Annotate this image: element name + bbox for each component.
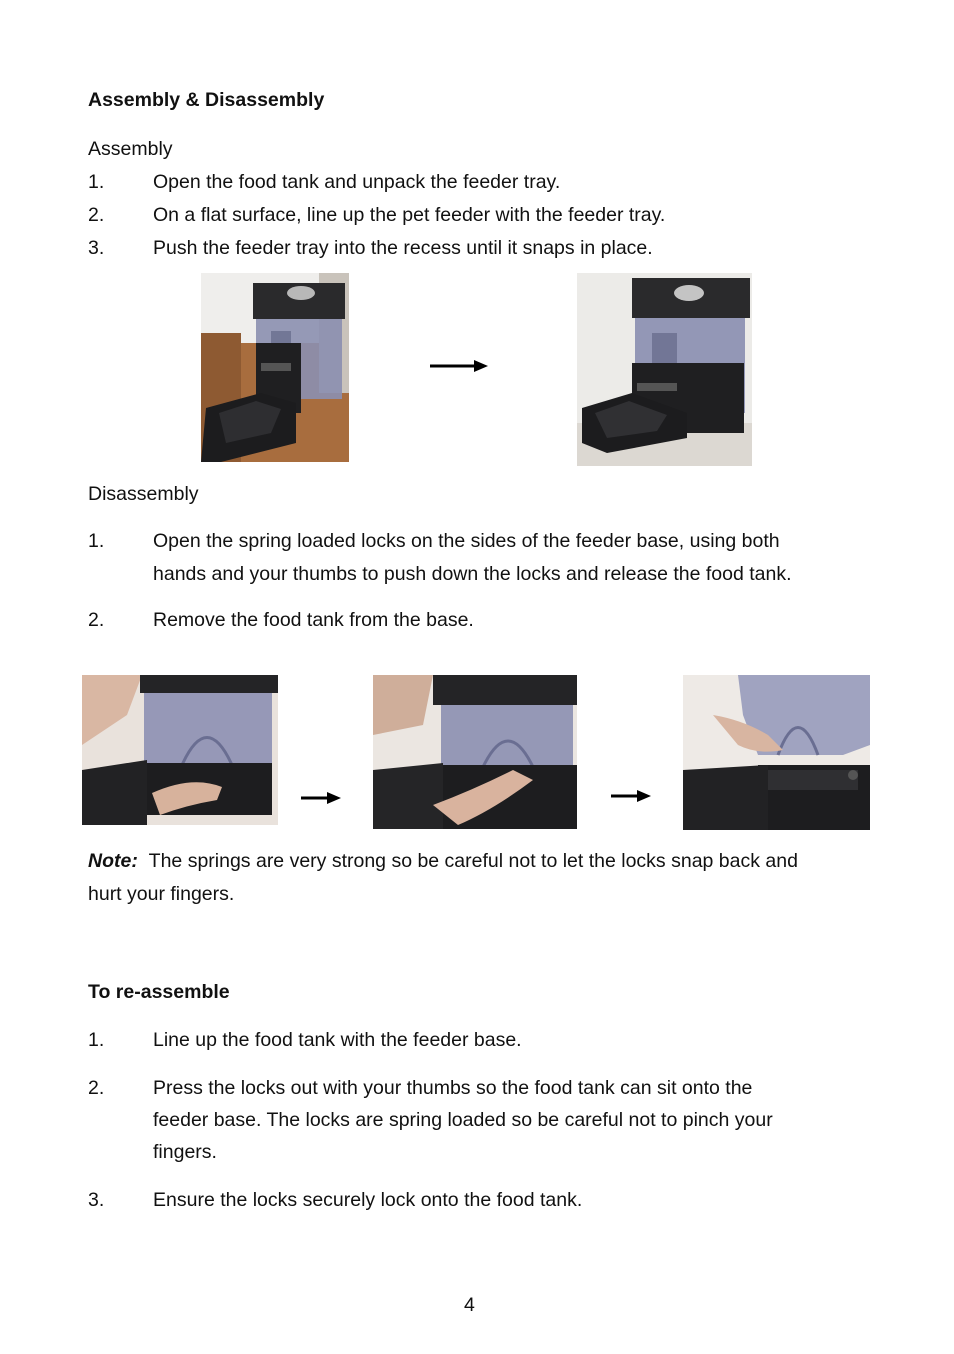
disassembly-step-2-number: 2. — [88, 609, 105, 631]
page-number: 4 — [464, 1294, 475, 1316]
arrow-right-icon — [301, 788, 341, 811]
arrow-right-icon — [430, 356, 488, 379]
reassemble-step-2-line2: feeder base. The locks are spring loaded so be careful not to pinch your — [153, 1109, 773, 1131]
note-line2: hurt your fingers. — [88, 883, 235, 905]
section-title: Assembly & Disassembly — [88, 89, 325, 111]
assembly-step-3-text: Push the feeder tray into the recess until it snaps in place. — [153, 237, 653, 259]
assembly-title: Assembly — [88, 138, 173, 160]
disassembly-step-1-line1: Open the spring loaded locks on the sides of the feeder base, using both — [153, 530, 780, 552]
disassembly-title: Disassembly — [88, 483, 199, 505]
assembly-step-3-number: 3. — [88, 237, 105, 259]
assembly-step-1-number: 1. — [88, 171, 105, 193]
reassemble-step-2-number: 2. — [88, 1077, 105, 1099]
reassemble-step-2-line1: Press the locks out with your thumbs so the food tank can sit onto the — [153, 1077, 753, 1099]
assembly-step-2-number: 2. — [88, 204, 105, 226]
note-label: Note: — [88, 850, 138, 872]
disassembly-step-1-line2: hands and your thumbs to push down the locks and release the food tank. — [153, 563, 792, 585]
feeder-tray-attached-photo — [577, 273, 752, 466]
feeder-tray-detached-photo — [201, 273, 349, 462]
reassemble-title: To re-assemble — [88, 981, 230, 1003]
note-line1 — [88, 850, 798, 873]
reassemble-step-2-line3: fingers. — [153, 1141, 217, 1163]
unlock-locks-photo — [82, 675, 278, 825]
disassembly-step-1-number: 1. — [88, 530, 105, 552]
remove-tank-photo — [683, 675, 870, 830]
assembly-step-2-text: On a flat surface, line up the pet feeder with the feeder tray. — [153, 204, 666, 226]
reassemble-step-1-text: Line up the food tank with the feeder base. — [153, 1029, 522, 1051]
reassemble-step-3-text: Ensure the locks securely lock onto the food tank. — [153, 1189, 583, 1211]
push-locks-down-photo — [373, 675, 577, 829]
reassemble-step-1-number: 1. — [88, 1029, 105, 1051]
note-text-line1: The springs are very strong so be careful not to let the locks snap back and — [148, 850, 798, 872]
disassembly-step-2-text: Remove the food tank from the base. — [153, 609, 474, 631]
arrow-right-icon — [611, 786, 651, 809]
assembly-step-1-text: Open the food tank and unpack the feeder tray. — [153, 171, 561, 193]
reassemble-step-3-number: 3. — [88, 1189, 105, 1211]
